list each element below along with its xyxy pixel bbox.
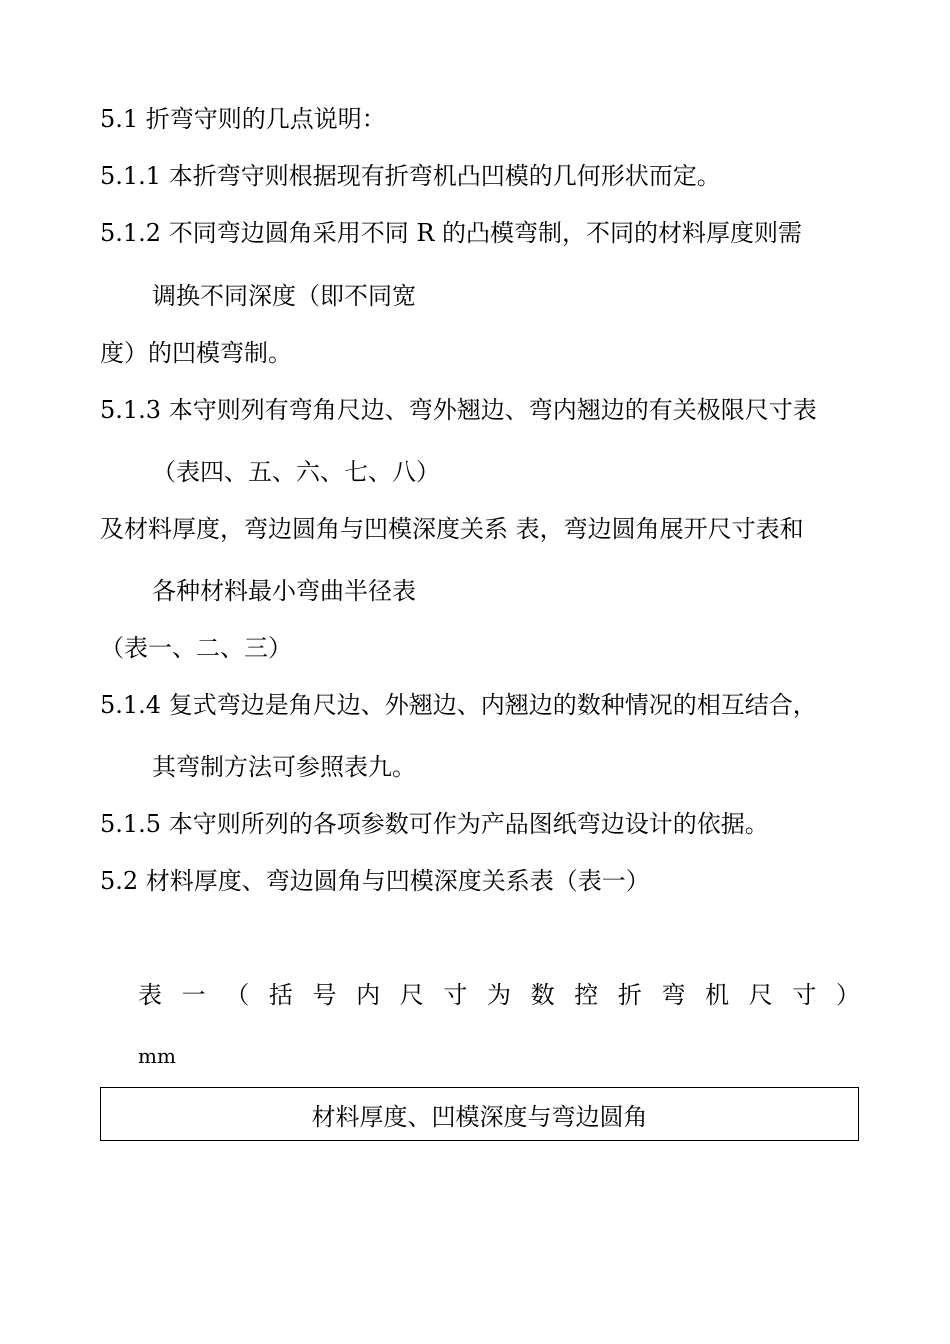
table-unit: mm [138,1044,176,1068]
caption-char: 机 [705,981,730,1009]
paragraph-line: 5.1 折弯守则的几点说明： [100,105,386,133]
caption-char: 尺 [748,981,773,1009]
paragraph-line: 5.1.2 不同弯边圆角采用不同 R 的凸模弯制，不同的材料厚度则需 [100,219,803,247]
table-one [100,1087,859,1141]
caption-char: 号 [312,981,337,1009]
table-caption [138,980,860,1010]
paragraph-line: 各种材料最小弯曲半径表 [152,577,416,605]
caption-char: 一 [181,981,206,1009]
caption-char: 为 [487,981,511,1009]
caption-char: （ [225,981,250,1009]
paragraph-line: 5.1.4 复式弯边是角尺边、外翘边、内翘边的数种情况的相互结合， [100,691,817,719]
paragraph-line: 5.1.5 本守则所列的各项参数可作为产品图纸弯边设计的依据。 [100,810,769,838]
paragraph-line: 5.2 材料厚度、弯边圆角与凹模深度关系表（表一） [100,867,650,895]
caption-char: 内 [356,981,381,1009]
caption-char: 寸 [443,981,468,1009]
paragraph-line: 及材料厚度，弯边圆角与凹模深度关系 表，弯边圆角展开尺寸表和 [100,515,804,543]
table-header-cell: 材料厚度、凹模深度与弯边圆角 [311,1102,648,1131]
paragraph-line: 5.1.3 本守则列有弯角尺边、弯外翘边、弯内翘边的有关极限尺寸表 [100,396,817,424]
caption-char: 折 [617,981,642,1009]
caption-char: 尺 [399,981,424,1009]
paragraph-line: 调换不同深度（即不同宽 [152,282,416,310]
caption-char: 数 [530,981,555,1009]
paragraph-line: （表四、五、六、七、八） [152,458,440,486]
caption-char: 弯 [661,981,686,1009]
caption-char: ） [836,981,860,1009]
caption-char: 括 [268,981,293,1009]
paragraph-line: 5.1.1 本折弯守则根据现有折弯机凸凹模的几何形状而定。 [100,162,721,190]
paragraph-line: 其弯制方法可参照表九。 [152,753,416,781]
paragraph-line: （表一、二、三） [100,634,292,662]
paragraph-line: 度）的凹模弯制。 [100,339,292,367]
caption-char: 控 [574,981,599,1009]
caption-char: 寸 [792,981,817,1009]
caption-char: 表 [138,981,162,1009]
